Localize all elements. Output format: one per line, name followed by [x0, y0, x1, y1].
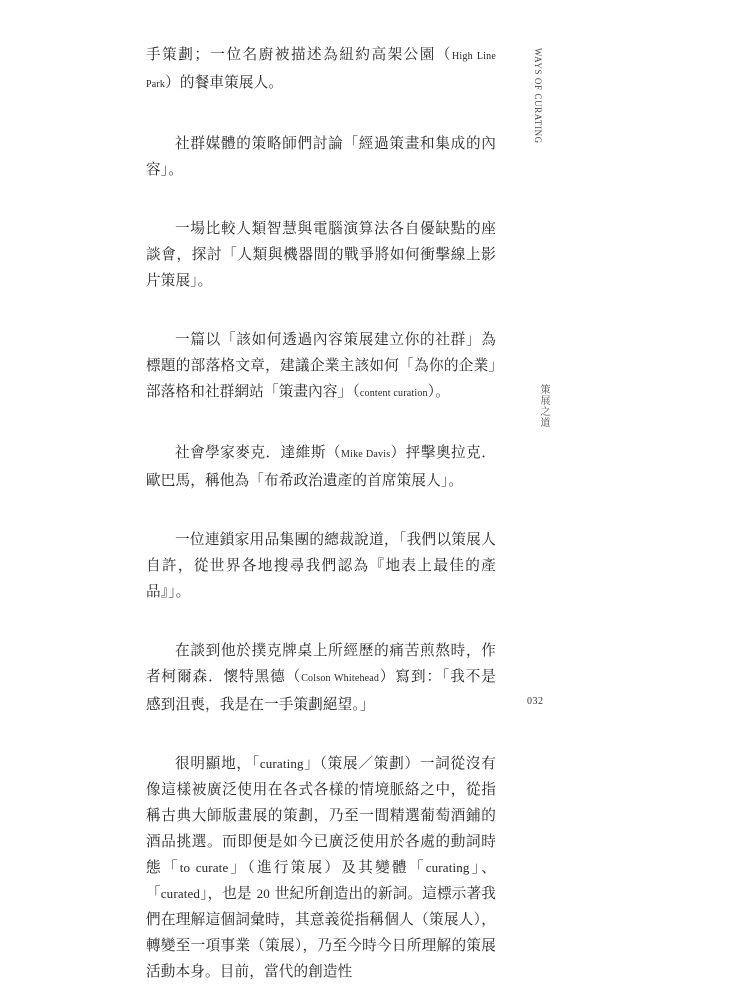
paragraph: [146, 327, 496, 407]
paragraph-text: 在談到他於撲克牌桌上所經歷的痛苦煎熬時，作者柯爾森．懷特黑德（: [146, 642, 496, 685]
latin-term: curating: [425, 860, 470, 875]
paragraph-text: 一場比較人類智慧與電腦演算法各自優缺點的座談會，探討「人類與機器間的戰爭將如何衝擊線上影片策展」。: [146, 220, 496, 289]
latin-term: 20: [256, 886, 270, 901]
latin-term: curating: [259, 756, 304, 771]
paragraph-text: 社群媒體的策略師們討論「經過策畫和集成的內容」。: [146, 135, 496, 178]
paragraph-text: ）抨擊奧拉克．歐巴馬，稱他為「布希政治遺產的首席策展人」。: [146, 444, 496, 489]
paragraph-text: ）。: [427, 383, 450, 400]
paragraph: [146, 527, 496, 605]
latin-term: Mike Davis: [341, 449, 391, 460]
latin-term: Colson Whitehead: [301, 673, 380, 684]
paragraph: [146, 42, 496, 98]
paragraph-text: 世紀所創造出的新詞。這標示著我們在理解這個詞彙時，其意義從指稱個人（策展人），轉變至一項事業（策展），乃至今時今日所理解的策展活動本身。目前，當代的創造性: [146, 885, 497, 980]
paragraph: [146, 131, 496, 183]
paragraph: [146, 440, 496, 494]
paragraph-text: 一位連鎖家用品集團的總裁說道，「我們以策展人自許，從世界各地搜尋我們認為『地表上最佳的產品』」。: [146, 531, 496, 600]
paragraph-text: ）的餐車策展人。: [165, 74, 284, 91]
paragraph: [146, 216, 496, 294]
paragraph-text: 手策劃；一位名廚被描述為紐約高架公園（: [146, 46, 452, 63]
page-number: 032: [527, 696, 544, 707]
paragraph-text: 一篇以「該如何透過內容策展建立你的社群」為標題的部落格文章，建議企業主該如何「為你的企業」部落格和社群網站「策畫內容」（: [146, 331, 496, 400]
paragraph-text: 」、「: [146, 859, 496, 902]
paragraph-text: 」，也是: [200, 885, 257, 902]
latin-term: High Line Park: [146, 51, 496, 90]
paragraph-text: 」（進行策展）及其變體「: [228, 859, 426, 876]
latin-term: to curate: [179, 860, 229, 875]
paragraph-text: ）寫到：「我不是感到沮喪，我是在一手策劃絕望。」: [146, 668, 496, 713]
paragraph-text: 」（策展／策劃）一詞從沒有像這樣被廣泛使用在各式各樣的情境脈絡之中，從指稱古典大師版畫展的策劃，乃至一間精選葡萄酒鋪的酒品挑選。而即便是如今已廣泛使用於各處的動詞時態「: [146, 755, 497, 876]
paragraph-text: 很明顯地，「: [175, 755, 260, 772]
paragraph: [146, 638, 496, 718]
paragraph: [146, 751, 496, 985]
running-head: WAYS OF CURATING: [533, 48, 543, 144]
latin-term: content curation: [359, 388, 428, 399]
latin-term: curated: [160, 886, 201, 901]
body-text: [146, 42, 496, 985]
paragraph-text: 社會學家麥克．達維斯（: [175, 444, 342, 461]
chapter-label: 策展之道: [538, 384, 549, 428]
